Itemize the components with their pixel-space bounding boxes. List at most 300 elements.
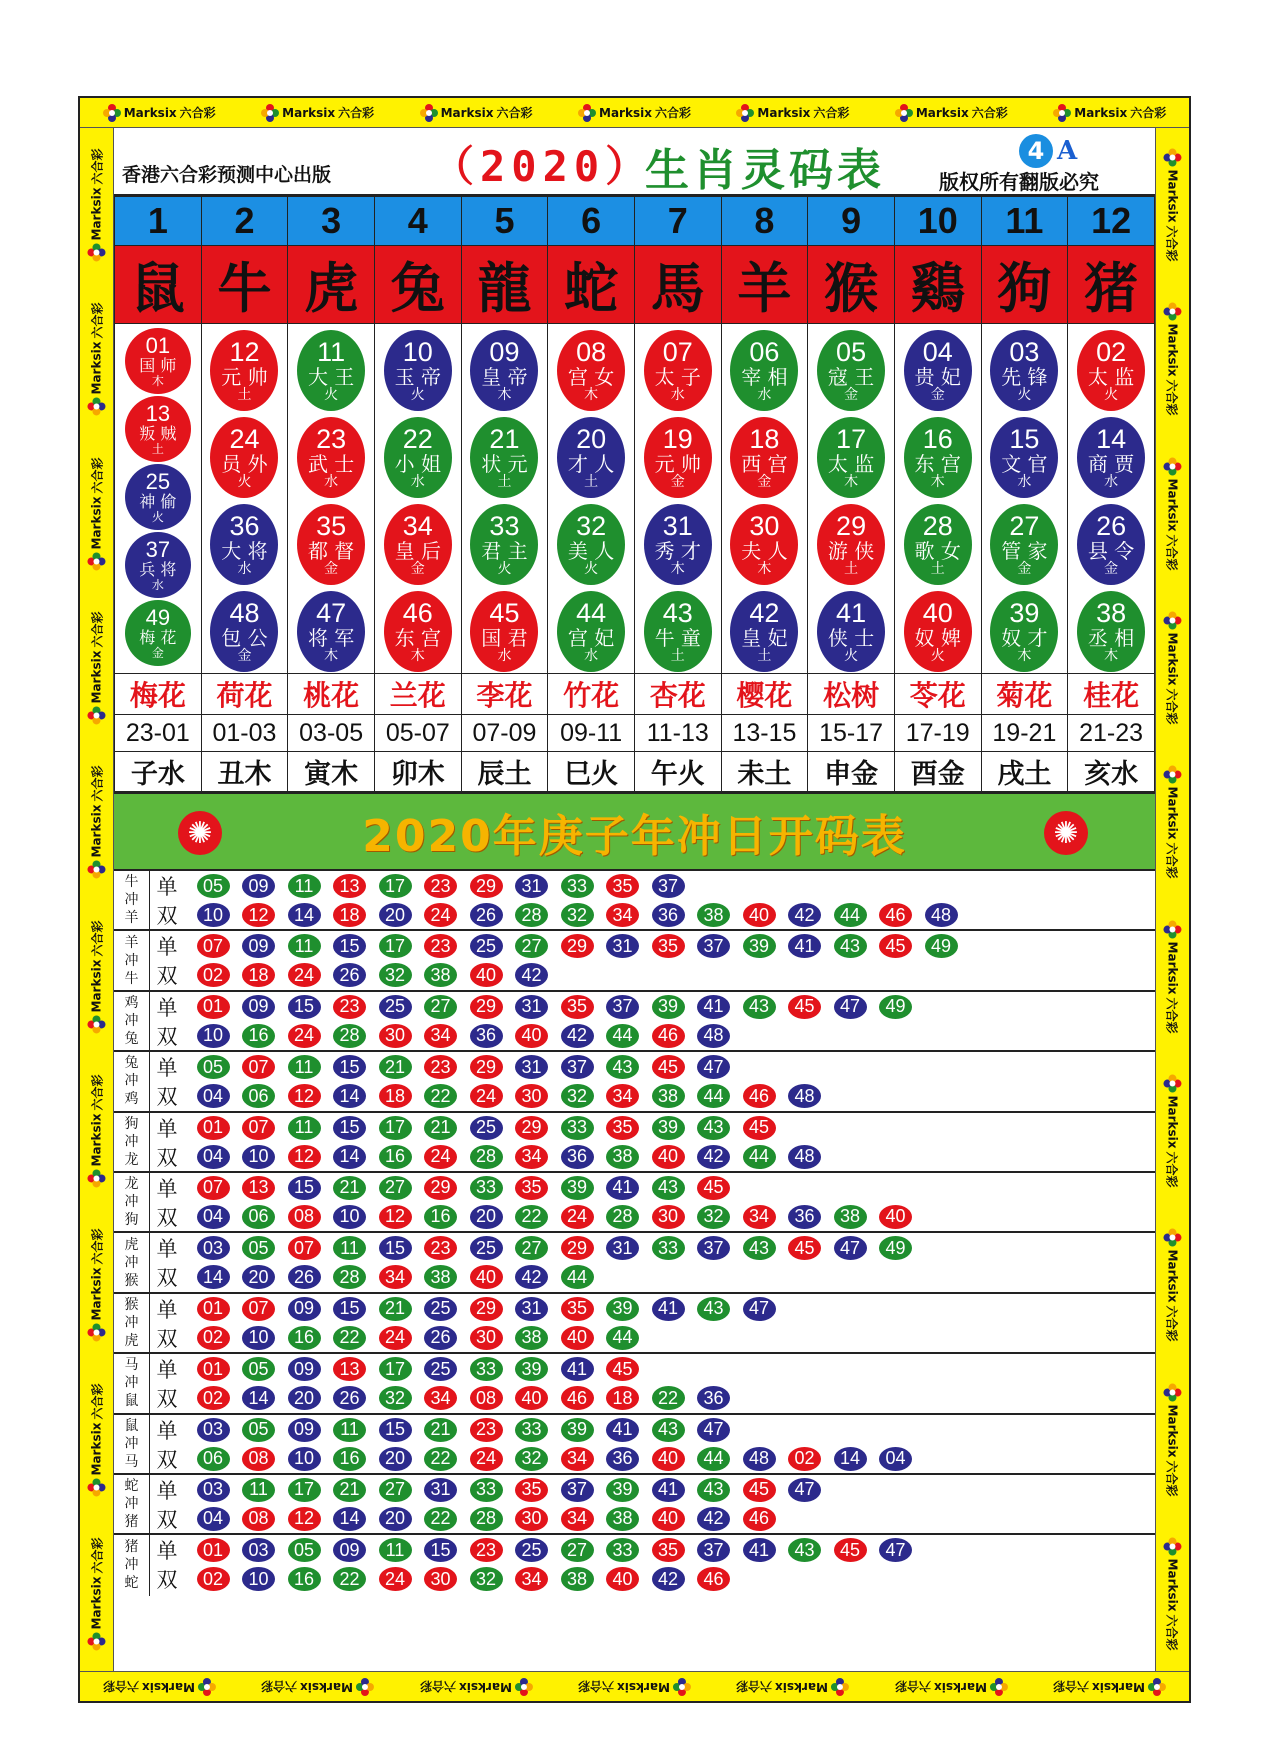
number-ball xyxy=(384,330,452,411)
ball-title: 才 人 xyxy=(567,452,615,476)
clash-ball: 02 xyxy=(197,1386,230,1410)
ball-title: 东 宫 xyxy=(394,626,441,650)
double-line xyxy=(150,1202,912,1232)
zodiac-animal: 馬 xyxy=(634,246,721,324)
brand-logo xyxy=(261,1678,374,1696)
brand-strip-left xyxy=(80,128,114,1671)
ball-element: 火 xyxy=(930,648,945,664)
clash-label-char: 狗 xyxy=(124,1212,139,1229)
clash-ball: 15 xyxy=(333,1297,366,1321)
brand-name-cn: 六合彩 xyxy=(813,106,850,120)
ball-element: 火 xyxy=(497,561,512,577)
ball-element: 火 xyxy=(1017,387,1032,403)
flower-logo-icon xyxy=(1164,1229,1182,1247)
clash-body xyxy=(150,1415,1155,1473)
flower-logo-icon xyxy=(88,1015,106,1033)
ball-element: 水 xyxy=(324,474,339,490)
double-label: 双 xyxy=(156,1507,178,1532)
clash-ball: 46 xyxy=(743,1084,776,1108)
year-title: （2020） xyxy=(432,142,654,191)
clash-ball: 20 xyxy=(242,1265,275,1289)
brand-strip-bottom xyxy=(80,1671,1189,1701)
double-line xyxy=(150,1142,821,1172)
clash-ball: 29 xyxy=(424,1176,457,1200)
number-ball xyxy=(904,504,972,585)
clash-label-char: 马 xyxy=(124,1453,139,1470)
clash-ball: 45 xyxy=(879,934,912,958)
double-line xyxy=(150,1564,730,1594)
ball-title: 叛 贼 xyxy=(139,424,177,443)
brand-name-cn: 六合彩 xyxy=(419,1679,456,1693)
ball-stack xyxy=(982,324,1068,672)
double-line xyxy=(150,1383,730,1413)
clash-ball: 43 xyxy=(652,1418,685,1442)
ball-title: 县 令 xyxy=(1087,539,1135,563)
clash-ball: 14 xyxy=(197,1265,230,1289)
ball-title: 侠 士 xyxy=(827,626,875,650)
double-line xyxy=(150,1021,730,1051)
brand-name-cn: 六合彩 xyxy=(179,106,216,120)
single-line xyxy=(150,1233,912,1263)
double-line xyxy=(150,1444,912,1474)
clash-ball: 25 xyxy=(470,1116,503,1140)
brand-name-en: Marksix xyxy=(1165,1095,1180,1149)
ball-title: 武 士 xyxy=(307,452,355,476)
clash-ball: 34 xyxy=(515,1145,548,1169)
clash-ball: 41 xyxy=(788,934,821,958)
clash-label-char: 冲 xyxy=(124,1133,139,1150)
brand-logo xyxy=(895,1678,1008,1696)
clash-ball: 39 xyxy=(515,1357,548,1381)
clash-ball: 47 xyxy=(834,1236,867,1260)
ball-number: 31 xyxy=(662,511,693,541)
brand-name-en: Marksix xyxy=(89,1267,104,1321)
brand-name-cn: 六合彩 xyxy=(1165,534,1180,571)
ball-element: 水 xyxy=(584,648,599,664)
clash-ball: 45 xyxy=(652,1055,685,1079)
clash-label-char: 冲 xyxy=(124,1073,139,1090)
clash-ball: 45 xyxy=(788,1236,821,1260)
clash-ball: 34 xyxy=(561,1507,594,1531)
number-ball xyxy=(644,504,712,585)
zodiac-time: 17-19 xyxy=(894,715,981,752)
zodiac-ball-column xyxy=(115,324,202,674)
brand-name-en: Marksix xyxy=(1165,632,1180,686)
clash-banner xyxy=(114,792,1155,871)
clash-ball: 14 xyxy=(242,1386,275,1410)
single-label: 单 xyxy=(156,1418,178,1443)
zodiac-flower: 菊花 xyxy=(981,674,1068,715)
clash-row xyxy=(114,1535,1155,1595)
brand-logo xyxy=(1164,303,1182,416)
number-ball xyxy=(384,417,452,498)
brand-name-cn: 六合彩 xyxy=(90,1383,105,1420)
clash-ball: 31 xyxy=(424,1478,457,1502)
zodiac-number: 6 xyxy=(548,197,635,246)
ball-element: 木 xyxy=(584,387,599,403)
ball-element: 土 xyxy=(670,648,685,664)
clash-ball: 34 xyxy=(743,1205,776,1229)
clash-ball: 39 xyxy=(561,1176,594,1200)
ball-element: 木 xyxy=(151,374,164,388)
clash-ball: 01 xyxy=(197,1357,230,1381)
ball-stack xyxy=(115,324,201,666)
brand-logo xyxy=(88,766,106,879)
clash-ball: 32 xyxy=(561,1084,594,1108)
flower-logo-icon xyxy=(1164,303,1182,321)
single-label: 单 xyxy=(156,1176,178,1201)
ball-element: 火 xyxy=(844,648,859,664)
zodiac-flower: 兰花 xyxy=(374,674,461,715)
clash-ball: 33 xyxy=(515,1418,548,1442)
clash-label-char: 虎 xyxy=(124,1236,139,1253)
zodiac-number: 7 xyxy=(634,197,721,246)
ball-element: 金 xyxy=(930,387,945,403)
clash-ball: 33 xyxy=(470,1478,503,1502)
clash-ball: 27 xyxy=(561,1538,594,1562)
ball-element: 火 xyxy=(584,561,599,577)
ball-number: 15 xyxy=(1009,424,1040,454)
clash-label-char: 猪 xyxy=(124,1514,139,1531)
clash-ball: 09 xyxy=(288,1297,321,1321)
clash-ball: 15 xyxy=(333,1116,366,1140)
clash-label-char: 羊 xyxy=(124,934,139,951)
clash-ball: 35 xyxy=(561,995,594,1019)
clash-ball: 35 xyxy=(515,1478,548,1502)
clash-label-char: 冲 xyxy=(124,1254,139,1271)
double-label: 双 xyxy=(156,1326,178,1351)
clash-ball: 09 xyxy=(242,934,275,958)
clash-ball: 42 xyxy=(515,1265,548,1289)
ball-number: 23 xyxy=(316,424,347,454)
clash-ball: 29 xyxy=(470,874,503,898)
single-line xyxy=(150,931,958,961)
clash-ball: 41 xyxy=(697,995,730,1019)
clash-ball: 21 xyxy=(424,1116,457,1140)
zodiac-element: 未土 xyxy=(721,752,808,792)
brand-name-cn: 六合彩 xyxy=(261,1679,298,1693)
ball-element: 金 xyxy=(410,561,425,577)
ball-number: 05 xyxy=(836,337,867,367)
double-label: 双 xyxy=(156,1024,178,1049)
zodiac-animal: 兔 xyxy=(374,246,461,324)
clash-ball: 10 xyxy=(242,1567,275,1591)
flower-logo-icon xyxy=(1164,1537,1182,1555)
zodiac-ball-column xyxy=(894,324,981,674)
zodiac-number: 8 xyxy=(721,197,808,246)
pinwheel-icon: ✺ xyxy=(1044,811,1088,855)
clash-ball: 37 xyxy=(561,1055,594,1079)
clash-ball: 27 xyxy=(515,934,548,958)
clash-ball: 41 xyxy=(561,1357,594,1381)
single-label: 单 xyxy=(156,1358,178,1383)
ball-title: 玉 帝 xyxy=(394,365,441,389)
ball-element: 水 xyxy=(151,578,164,592)
number-ball xyxy=(990,591,1058,672)
number-ball xyxy=(470,330,538,411)
brand-name-en: Marksix xyxy=(123,105,177,120)
clash-ball: 22 xyxy=(424,1507,457,1531)
brand-name-en: Marksix xyxy=(89,341,104,395)
clash-label-char: 狗 xyxy=(124,1115,139,1132)
zodiac-animal: 猪 xyxy=(1068,246,1155,324)
ball-stack xyxy=(288,324,374,672)
brand-name-cn: 六合彩 xyxy=(90,1228,105,1265)
clash-ball: 12 xyxy=(288,1507,321,1531)
clash-ball: 25 xyxy=(515,1538,548,1562)
clash-ball: 15 xyxy=(288,1176,321,1200)
clash-ball: 33 xyxy=(561,1116,594,1140)
zodiac-ball-column xyxy=(461,324,548,674)
flower-logo-icon xyxy=(88,398,106,416)
clash-label xyxy=(114,1113,150,1171)
brand-name-en: Marksix xyxy=(89,496,104,550)
clash-ball: 45 xyxy=(697,1176,730,1200)
clash-ball: 34 xyxy=(424,1024,457,1048)
zodiac-flower: 梅花 xyxy=(115,674,202,715)
double-line xyxy=(150,900,958,930)
clash-ball: 29 xyxy=(515,1116,548,1140)
brand-name-en: Marksix xyxy=(89,1113,104,1167)
ball-number: 19 xyxy=(662,424,693,454)
ball-number: 29 xyxy=(836,511,867,541)
clash-ball: 30 xyxy=(515,1084,548,1108)
clash-ball: 25 xyxy=(470,934,503,958)
number-ball xyxy=(557,591,625,672)
ball-title: 都 督 xyxy=(307,539,355,563)
clash-ball: 48 xyxy=(743,1447,776,1471)
clash-label xyxy=(114,1415,150,1473)
clash-row xyxy=(114,1294,1155,1354)
single-line xyxy=(150,1354,639,1384)
clash-ball: 31 xyxy=(606,934,639,958)
zodiac-time: 07-09 xyxy=(461,715,548,752)
ball-number: 17 xyxy=(836,424,867,454)
clash-row xyxy=(114,992,1155,1052)
flower-logo-icon xyxy=(420,104,438,122)
brand-name-en: Marksix xyxy=(617,1679,670,1694)
clash-ball: 43 xyxy=(743,1236,776,1260)
clash-ball: 10 xyxy=(197,1024,230,1048)
clash-ball: 01 xyxy=(197,1297,230,1321)
zodiac-ball-column xyxy=(721,324,808,674)
double-line xyxy=(150,1504,776,1534)
number-ball xyxy=(470,417,538,498)
ball-element: 水 xyxy=(1104,474,1119,490)
clash-ball: 27 xyxy=(424,995,457,1019)
clash-ball: 27 xyxy=(515,1236,548,1260)
clash-ball: 42 xyxy=(788,903,821,927)
flower-logo-icon xyxy=(1164,612,1182,630)
number-ball xyxy=(210,591,278,672)
flower-logo-icon xyxy=(1164,920,1182,938)
clash-ball: 30 xyxy=(515,1507,548,1531)
single-line xyxy=(150,1173,730,1203)
ball-title: 寇 王 xyxy=(827,365,875,389)
double-label: 双 xyxy=(156,1205,178,1230)
clash-ball: 18 xyxy=(606,1386,639,1410)
double-line xyxy=(150,1081,821,1111)
number-ball xyxy=(210,330,278,411)
number-ball xyxy=(1077,417,1145,498)
clash-ball: 11 xyxy=(242,1478,275,1502)
brand-name-cn: 六合彩 xyxy=(1165,225,1180,262)
clash-ball: 35 xyxy=(515,1176,548,1200)
zodiac-time: 23-01 xyxy=(115,715,202,752)
zodiac-animal-row xyxy=(115,246,1155,324)
number-ball xyxy=(730,330,798,411)
clash-row xyxy=(114,1354,1155,1414)
clash-ball: 26 xyxy=(333,963,366,987)
clash-ball: 29 xyxy=(470,1297,503,1321)
brand-name-cn: 六合彩 xyxy=(1165,1305,1180,1342)
clash-ball: 15 xyxy=(288,995,321,1019)
ball-title: 游 侠 xyxy=(827,539,875,563)
ball-title: 大 将 xyxy=(221,539,268,563)
double-label: 双 xyxy=(156,964,178,989)
clash-ball: 32 xyxy=(379,1386,412,1410)
zodiac-time: 09-11 xyxy=(548,715,635,752)
ball-title: 梅 花 xyxy=(139,628,177,647)
brand-logo xyxy=(1053,1678,1166,1696)
clash-ball: 04 xyxy=(197,1145,230,1169)
ball-number: 09 xyxy=(489,337,520,367)
single-label: 单 xyxy=(156,995,178,1020)
clash-ball: 20 xyxy=(379,903,412,927)
clash-ball: 46 xyxy=(743,1507,776,1531)
clash-ball: 24 xyxy=(561,1205,594,1229)
clash-ball: 21 xyxy=(333,1478,366,1502)
double-label: 双 xyxy=(156,904,178,928)
flower-logo-icon xyxy=(88,1632,106,1650)
clash-ball: 44 xyxy=(606,1024,639,1048)
ball-element: 木 xyxy=(1017,648,1032,664)
clash-label-char: 冲 xyxy=(124,1194,139,1211)
zodiac-element: 戌土 xyxy=(981,752,1068,792)
number-ball xyxy=(644,330,712,411)
edition-letter: A xyxy=(1057,136,1078,166)
clash-ball: 31 xyxy=(515,1055,548,1079)
zodiac-flower: 竹花 xyxy=(548,674,635,715)
clash-ball: 40 xyxy=(561,1326,594,1350)
clash-ball: 37 xyxy=(652,874,685,898)
clash-ball: 04 xyxy=(197,1507,230,1531)
clash-ball: 11 xyxy=(288,1116,321,1140)
ball-title: 元 帅 xyxy=(654,452,701,476)
ball-title: 元 帅 xyxy=(221,365,268,389)
brand-name-cn: 六合彩 xyxy=(1130,106,1167,120)
brand-logo xyxy=(736,1678,849,1696)
flower-logo-icon xyxy=(990,1678,1008,1696)
ball-number: 14 xyxy=(1096,424,1127,454)
flower-logo-icon xyxy=(515,1678,533,1696)
ball-stack xyxy=(462,324,548,672)
number-ball xyxy=(990,504,1058,585)
clash-label-char: 冲 xyxy=(124,1314,139,1331)
clash-ball: 40 xyxy=(652,1447,685,1471)
flower-logo-icon xyxy=(578,104,596,122)
clash-ball: 22 xyxy=(424,1447,457,1471)
clash-ball: 42 xyxy=(697,1145,730,1169)
clash-label-char: 鸡 xyxy=(124,1091,139,1108)
clash-ball: 23 xyxy=(333,995,366,1019)
clash-ball: 38 xyxy=(652,1084,685,1108)
ball-number: 21 xyxy=(489,424,520,454)
brand-name-en: Marksix xyxy=(915,105,969,120)
clash-ball: 23 xyxy=(424,934,457,958)
ball-element: 金 xyxy=(757,474,772,490)
clash-ball: 18 xyxy=(333,903,366,927)
clash-ball: 26 xyxy=(424,1326,457,1350)
brand-logo xyxy=(103,104,216,122)
clash-ball: 11 xyxy=(379,1538,412,1562)
number-ball xyxy=(557,330,625,411)
clash-ball: 28 xyxy=(333,1024,366,1048)
zodiac-number: 9 xyxy=(808,197,895,246)
zodiac-animal: 鼠 xyxy=(115,246,202,324)
clash-ball: 28 xyxy=(470,1507,503,1531)
single-line xyxy=(150,1415,730,1445)
clash-label-char: 牛 xyxy=(124,970,139,987)
clash-ball: 38 xyxy=(424,1265,457,1289)
ball-element: 金 xyxy=(844,387,859,403)
ball-number: 12 xyxy=(229,337,260,367)
clash-ball: 33 xyxy=(561,874,594,898)
clash-title: 2020年庚子年冲日开码表 xyxy=(362,810,907,862)
brand-name-en: Marksix xyxy=(1165,169,1180,223)
clash-ball: 23 xyxy=(424,1236,457,1260)
zodiac-time-row xyxy=(115,715,1155,752)
clash-ball: 48 xyxy=(697,1024,730,1048)
clash-ball: 07 xyxy=(288,1236,321,1260)
number-ball xyxy=(557,417,625,498)
clash-label-char: 马 xyxy=(124,1357,139,1374)
zodiac-element-row xyxy=(115,752,1155,792)
clash-ball: 08 xyxy=(470,1386,503,1410)
flower-logo-icon xyxy=(1164,1383,1182,1401)
clash-ball: 45 xyxy=(743,1478,776,1502)
clash-ball: 30 xyxy=(470,1326,503,1350)
double-line xyxy=(150,1262,594,1292)
clash-ball: 14 xyxy=(333,1507,366,1531)
clash-ball: 29 xyxy=(561,934,594,958)
clash-label-char: 蛇 xyxy=(124,1478,139,1495)
zodiac-flower: 苓花 xyxy=(894,674,981,715)
clash-ball: 31 xyxy=(515,1297,548,1321)
ball-title: 宫 女 xyxy=(567,365,615,389)
number-ball xyxy=(1077,591,1145,672)
clash-ball: 11 xyxy=(288,934,321,958)
clash-label xyxy=(114,1233,150,1291)
brand-name-cn: 六合彩 xyxy=(578,1679,615,1693)
clash-body xyxy=(150,1475,1155,1533)
clash-body xyxy=(150,931,1155,989)
clash-ball: 26 xyxy=(333,1386,366,1410)
clash-row xyxy=(114,1233,1155,1293)
brand-logo xyxy=(1164,920,1182,1033)
number-ball xyxy=(125,396,191,462)
number-ball xyxy=(470,591,538,672)
brand-logo xyxy=(103,1678,216,1696)
number-ball xyxy=(297,330,365,411)
clash-ball: 14 xyxy=(333,1084,366,1108)
zodiac-ball-column xyxy=(548,324,635,674)
clash-ball: 25 xyxy=(379,995,412,1019)
ball-element: 水 xyxy=(410,474,425,490)
single-label: 单 xyxy=(156,1116,178,1141)
ball-number: 10 xyxy=(402,337,433,367)
clash-ball: 47 xyxy=(879,1538,912,1562)
